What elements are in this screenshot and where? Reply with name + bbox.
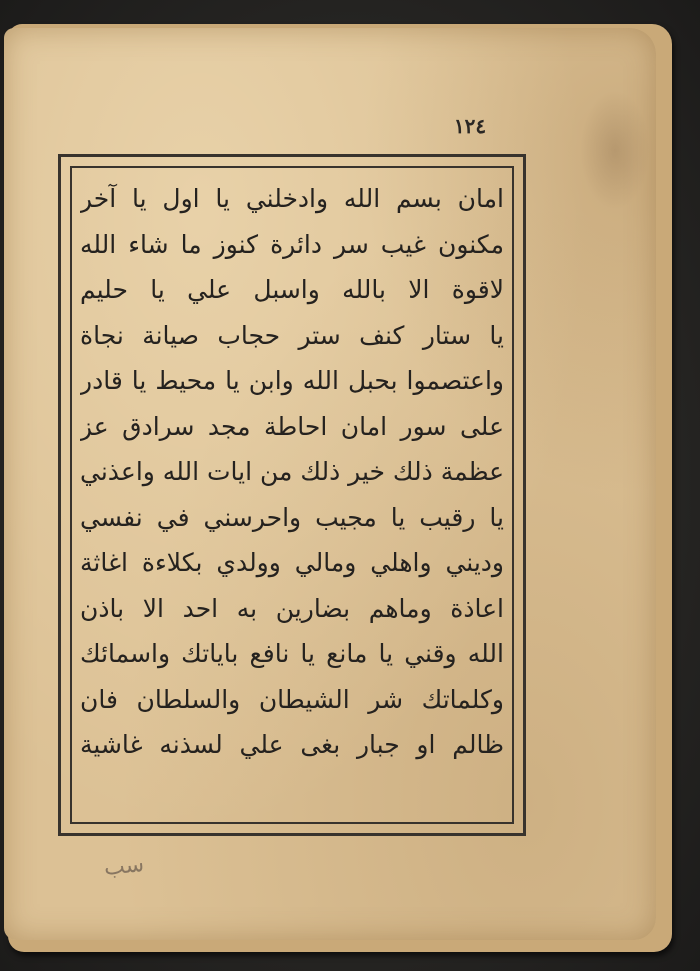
manuscript-text-block [80,176,504,816]
page-number: ١٢٤ [453,114,487,138]
text-line: امان بسم الله وادخلني يا اول يا آخر [80,184,504,213]
pencil-annotation: سب [102,851,146,882]
text-line: الله وقني يا مانع يا نافع باياتك واسمائك [80,639,504,668]
text-line: لاقوة الا بالله واسبل علي يا حليم [80,275,504,304]
text-line: على سور امان احاطة مجد سرادق عز [80,411,504,441]
text-line: وديني واهلي ومالي وولدي بكلاءة اغاثة [80,548,504,577]
paper-stain [580,90,650,210]
text-line: يا ستار كنف ستر حجاب صيانة نجاة [80,320,504,350]
text-line: ظالم او جبار بغى علي لسذنه غاشية [80,730,504,759]
text-line: واعتصموا بحبل الله وابن يا محيط يا قادر [80,366,504,395]
text-line: عظمة ذلك خير ذلك من ايات الله واعذني [80,457,504,486]
text-line: يا رقيب يا مجيب واحرسني في نفسي [80,502,504,532]
text-line: وكلماتك شر الشيطان والسلطان فان [80,684,504,714]
text-line: مكنون غيب سر دائرة كنوز ما شاء الله [80,229,504,259]
text-line: اعاذة وماهم بضارين به احد الا باذن [80,593,504,623]
